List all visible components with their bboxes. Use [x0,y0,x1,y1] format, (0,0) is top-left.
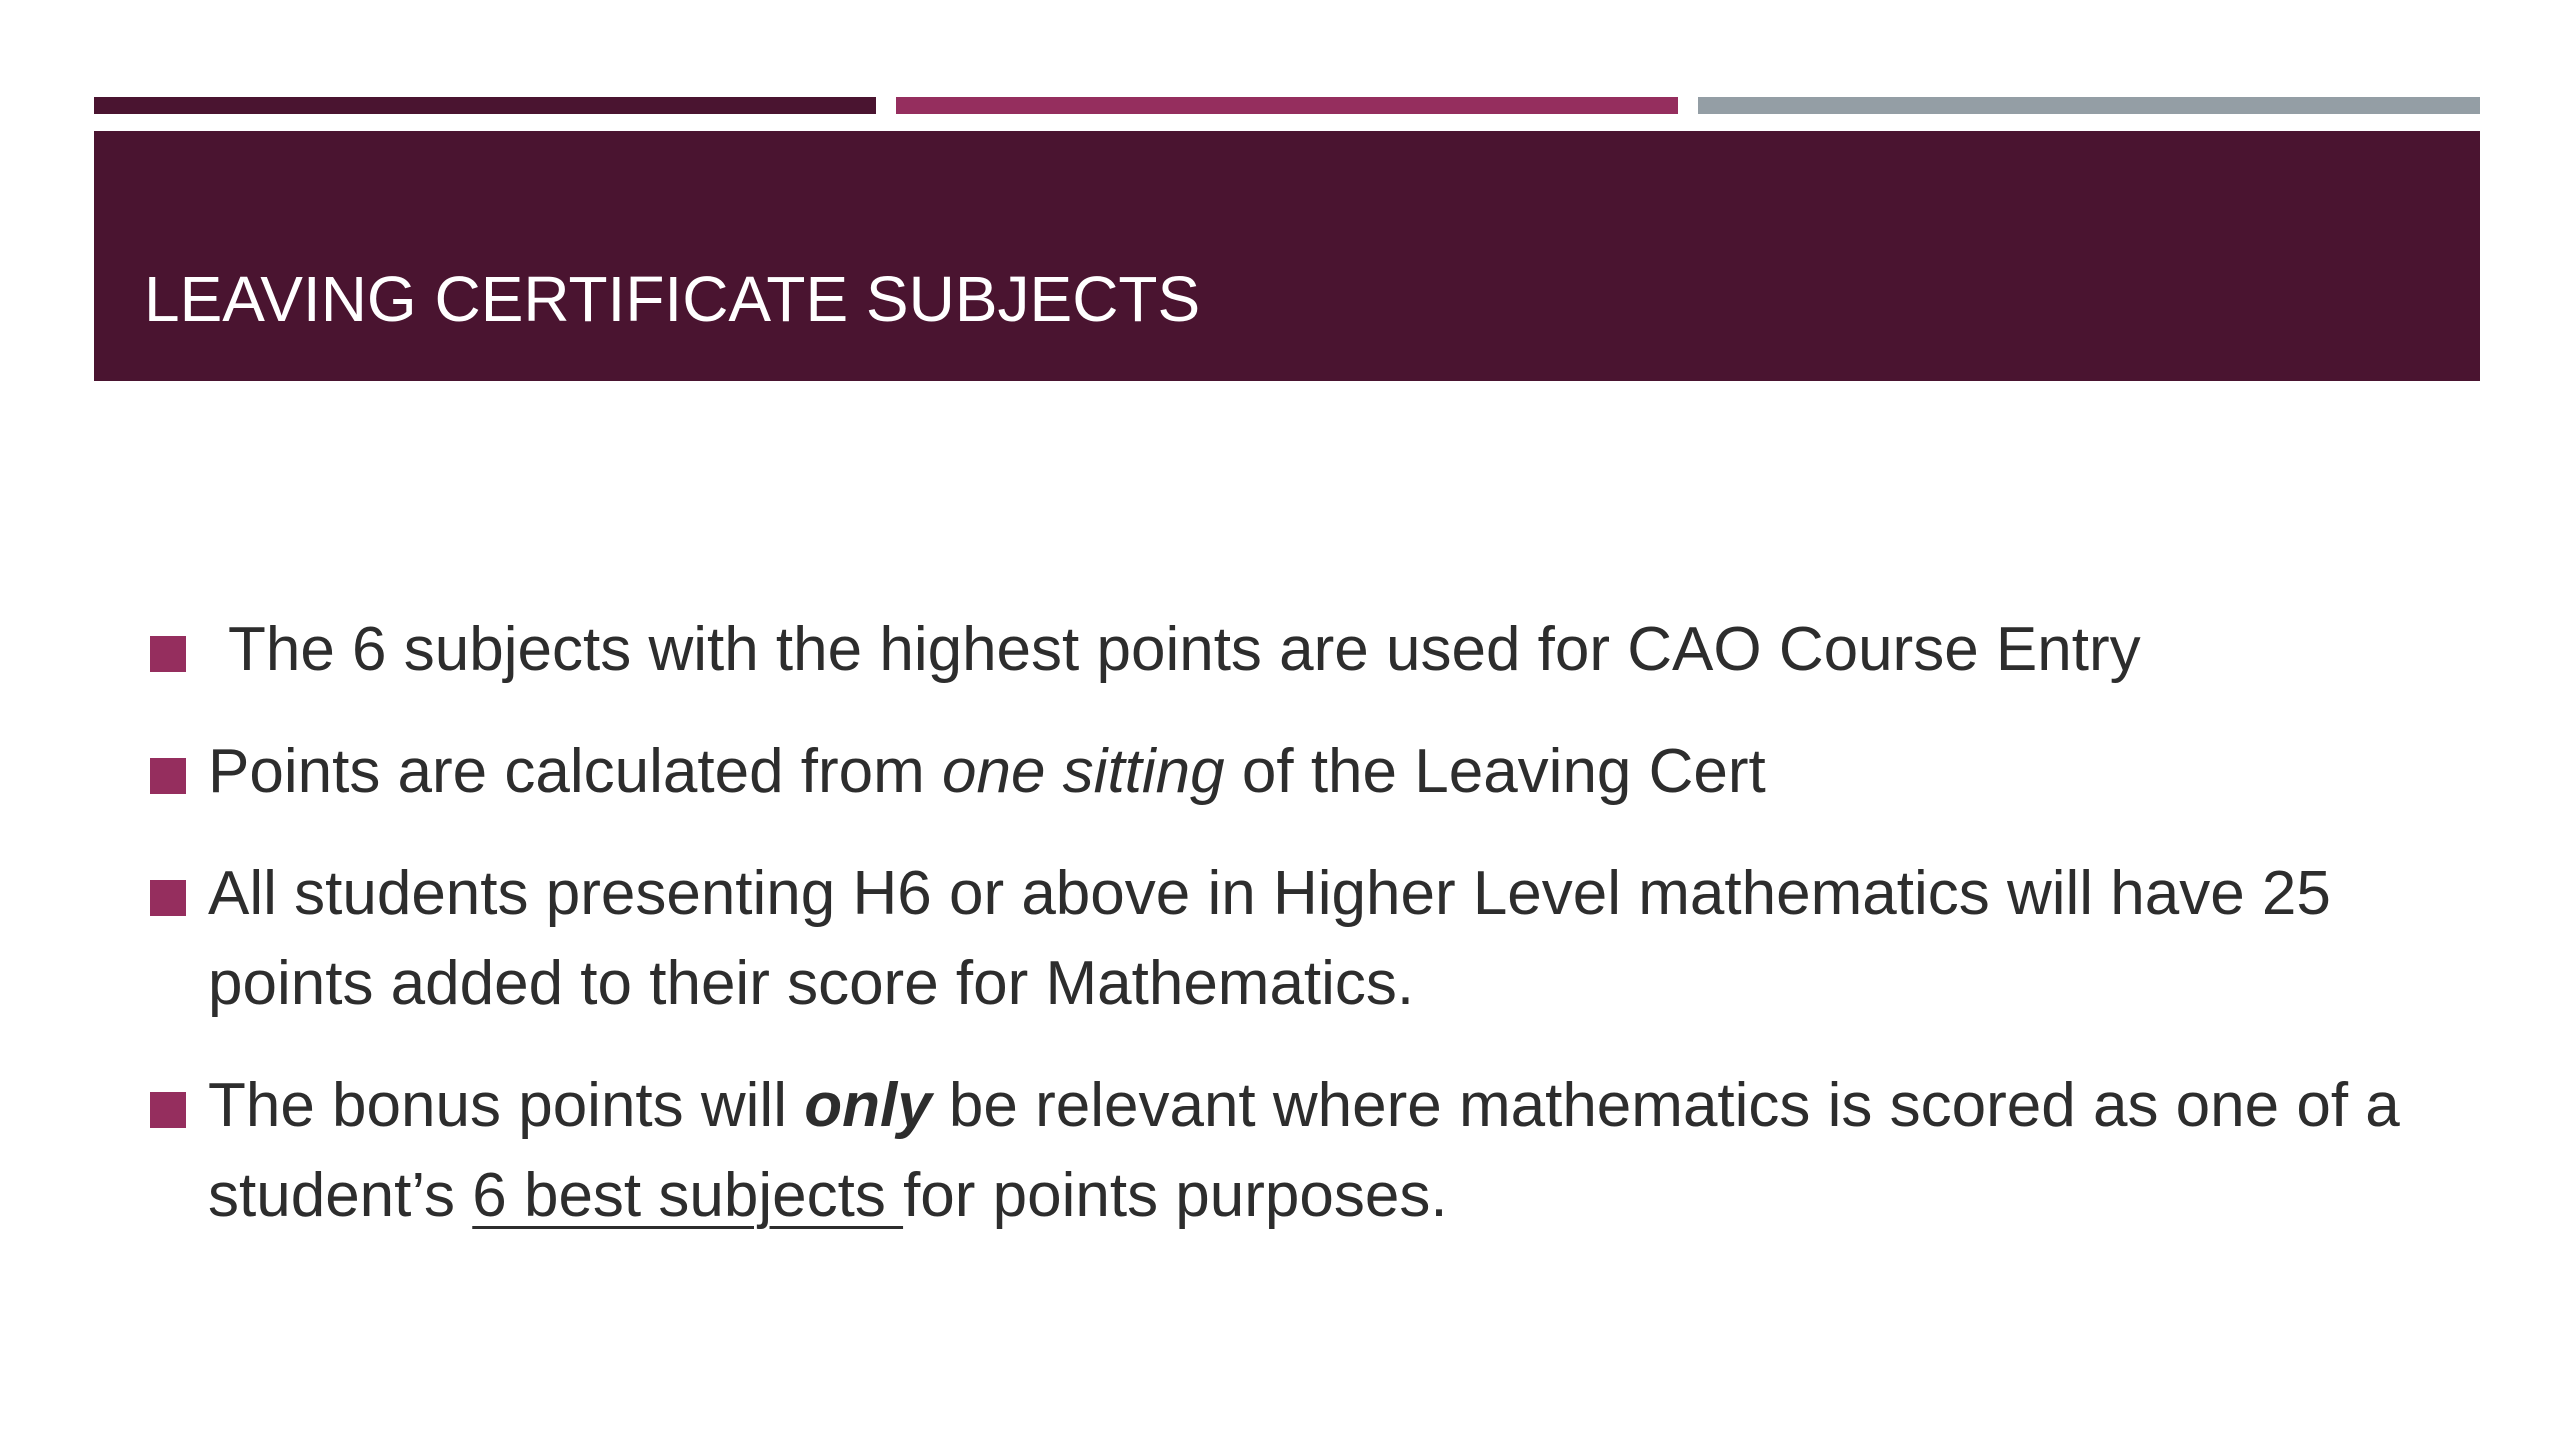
bullet-text-emphasis: one sitting [942,737,1225,806]
square-bullet-icon [150,1092,186,1128]
title-banner [94,131,2480,381]
square-bullet-icon [150,880,186,916]
accent-bar-dark [94,97,876,114]
bullet-text-middle: be relevant where mathematics is scored as one of a student’s [208,1071,2400,1230]
bullet-text-emphasis: only [804,1071,932,1140]
bullet-text-underlined: 6 best subjects [472,1161,904,1230]
bullet-text: All students presenting H6 or above in Higher Level mathematics will have 25 points added to their score for Mathematics. [208,859,2331,1018]
bullet-list [150,605,2420,1273]
bullet-text-before: Points are calculated from [208,737,943,806]
square-bullet-icon [150,636,186,672]
bullet-item-4 [150,1061,2420,1241]
square-bullet-icon [150,758,186,794]
slide-title: LEAVING CERTIFICATE SUBJECTS [144,263,1201,335]
bullet-text-before: The bonus points will [208,1071,805,1140]
bullet-text-after: for points purposes. [903,1161,1448,1230]
accent-bar-magenta [896,97,1678,114]
bullet-text-after: of the Leaving Cert [1224,737,1766,806]
accent-bar-gray [1698,97,2480,114]
bullet-item-2 [150,727,2420,817]
bullet-item-3 [150,849,2420,1029]
bullet-text: The 6 subjects with the highest points are used for CAO Course Entry [228,615,2141,684]
bullet-item-1 [150,605,2420,695]
